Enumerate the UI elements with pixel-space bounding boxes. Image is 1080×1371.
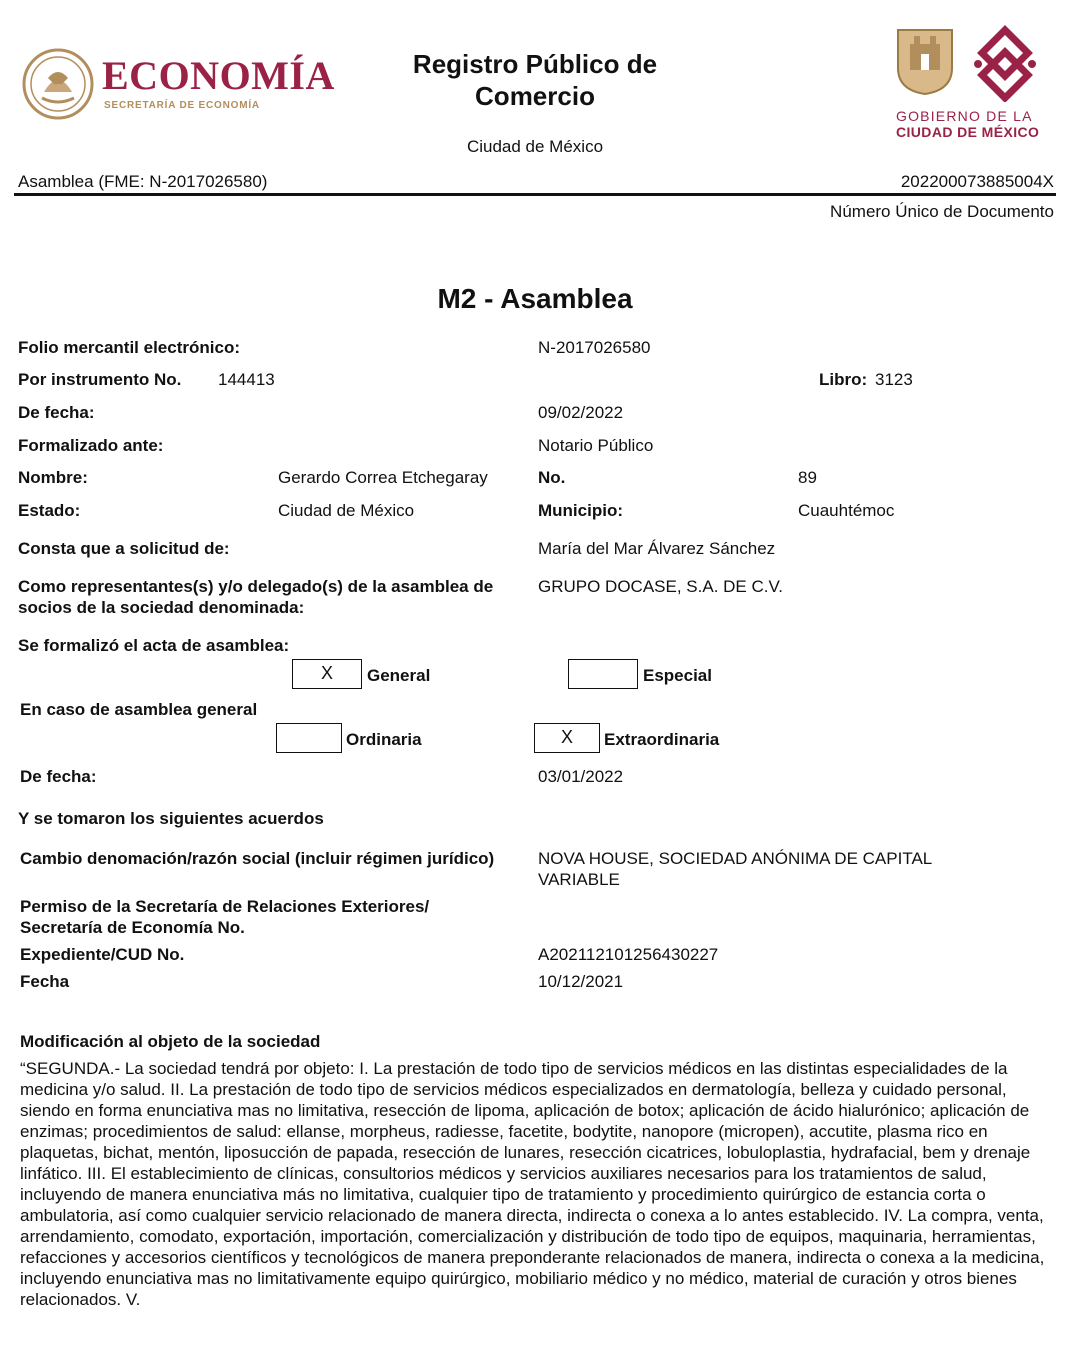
libro-label: Libro: — [819, 370, 868, 389]
representantes-label-2: socios de la sociedad denominada: — [18, 598, 305, 617]
general-label: General — [367, 666, 431, 685]
objeto-paragraph: “SEGUNDA.- La sociedad tendrá por objeto: I. La prestación de todo tipo de servicios médicos en las distintas especialidades de la medicina y/o salud. II. La prestación de todo tipo de servicios médicos especializados en dermatología, belleza y cuidado personal, siendo en forma enunciativa mas no limitativa, resección de lipoma, aplicación de botox; aplicación de ácido hialurónico; aplicación de enzimas; procedimientos de salud: ellanse, morpheus, radiesse, facetite, bodytite, nanopore (micropen), accutite, plasma rico en plaquetas, bichat, mentón, liposucción de papada, resección de lunares, resección cicatrices, lobuloplastia, hydrafacial, bem y drenaje linfático. III. El establecimiento de clínicas, consultorios médicos y servicios auxiliares necesarios para los tratamientos de salud, incluyendo de manera enunciativa más no limitativa, cualquier tipo de tratamiento y procedimiento quirúrgico de estancia corta o ambulatoria, así como cualquier servicio relacionado de manera directa, indirecta o conexa a lo antes establecido. IV. La compra, venta, arrendamiento, comodato, exportación, importación, comercialización y distribución de todo tipo de equipos, maquinaria, herramientas, refacciones y accesorios científicos y tecnológicos de manera preponderante relacionados de manera, indirecta o conexa a la medicina, incluyendo enunciativa mas no limitativamente equipo quirúrgico, mobiliario médico y no médico, material de curación y otros bienes relacionados. V. — [20, 1059, 1045, 1309]
cdmx-line-2: CIUDAD DE MÉXICO — [896, 124, 1040, 140]
acuerdos-label: Y se tomaron los siguientes acuerdos — [18, 809, 324, 828]
city-subtitle: Ciudad de México — [466, 137, 604, 156]
fecha2-value: 03/01/2022 — [538, 767, 624, 786]
formalizo-label: Se formalizó el acta de asamblea: — [18, 636, 290, 655]
consta-label: Consta que a solicitud de: — [18, 539, 230, 558]
modificacion-label: Modificación al objeto de la sociedad — [20, 1032, 321, 1051]
ordinaria-checkbox — [276, 723, 342, 753]
nombre-value: Gerardo Correa Etchegaray — [278, 468, 488, 487]
cdmx-line-1: GOBIERNO DE LA — [896, 108, 1033, 124]
instrumento-label: Por instrumento No. — [18, 370, 182, 389]
formalizado-value: Notario Público — [538, 436, 654, 455]
mexico-seal-icon — [22, 48, 94, 120]
permiso-label-2: Secretaría de Economía No. — [20, 918, 245, 937]
cdmx-emblem-icon — [968, 24, 1042, 102]
cambio-label: Cambio denomación/razón social (incluir régimen jurídico) — [20, 849, 495, 868]
municipio-label: Municipio: — [538, 501, 623, 520]
estado-label: Estado: — [18, 501, 81, 520]
header-divider — [14, 193, 1056, 196]
consta-value: María del Mar Álvarez Sánchez — [538, 539, 776, 558]
section-title: M2 - Asamblea — [437, 283, 633, 314]
title-line-2: Comercio — [475, 81, 595, 111]
expediente-label: Expediente/CUD No. — [20, 945, 185, 964]
instrumento-value: 144413 — [218, 370, 275, 389]
fecha-value: 09/02/2022 — [538, 403, 624, 422]
libro-value: 3123 — [875, 370, 913, 389]
title-line-1: Registro Público de — [412, 49, 658, 79]
assembly-fme: Asamblea (FME: N-2017026580) — [18, 172, 268, 191]
economia-subtitle: SECRETARÍA DE ECONOMÍA — [104, 100, 260, 111]
formalizado-label: Formalizado ante: — [18, 436, 164, 455]
notario-no-label: No. — [538, 468, 566, 487]
economia-logo — [22, 44, 342, 124]
municipio-value: Cuauhtémoc — [798, 501, 895, 520]
general-checkbox: X — [292, 659, 362, 689]
fecha3-value: 10/12/2021 — [538, 972, 624, 991]
especial-label: Especial — [643, 666, 712, 685]
cdmx-shield-icon — [896, 28, 954, 96]
permiso-label-1: Permiso de la Secretaría de Relaciones Exteriores/ — [20, 897, 430, 916]
cdmx-logo — [892, 24, 1052, 144]
ordinaria-label: Ordinaria — [346, 730, 422, 749]
page-title — [380, 48, 690, 112]
folio-value: N-2017026580 — [538, 338, 651, 357]
cambio-value-1: NOVA HOUSE, SOCIEDAD ANÓNIMA DE CAPITAL — [538, 849, 933, 868]
economia-wordmark: ECONOMÍA — [102, 53, 335, 98]
caso-label: En caso de asamblea general — [20, 700, 258, 719]
folio-label: Folio mercantil electrónico: — [18, 338, 240, 357]
fecha-label: De fecha: — [18, 403, 95, 422]
fecha2-label: De fecha: — [20, 767, 97, 786]
expediente-value: A202112101256430227 — [538, 945, 719, 964]
fecha3-label: Fecha — [20, 972, 70, 991]
extraordinaria-label: Extraordinaria — [604, 730, 720, 749]
representantes-value: GRUPO DOCASE, S.A. DE C.V. — [538, 577, 783, 596]
extraordinaria-checkbox: X — [534, 723, 600, 753]
especial-checkbox — [568, 659, 638, 689]
representantes-label-1: Como representantes(s) y/o delegado(s) de la asamblea de — [18, 577, 494, 596]
nombre-label: Nombre: — [18, 468, 88, 487]
document-number: 202200073885004X — [900, 172, 1054, 191]
estado-value: Ciudad de México — [278, 501, 415, 520]
notario-no-value: 89 — [798, 468, 817, 487]
document-number-label: Número Único de Documento — [830, 202, 1054, 221]
cambio-value-2: VARIABLE — [538, 870, 620, 889]
